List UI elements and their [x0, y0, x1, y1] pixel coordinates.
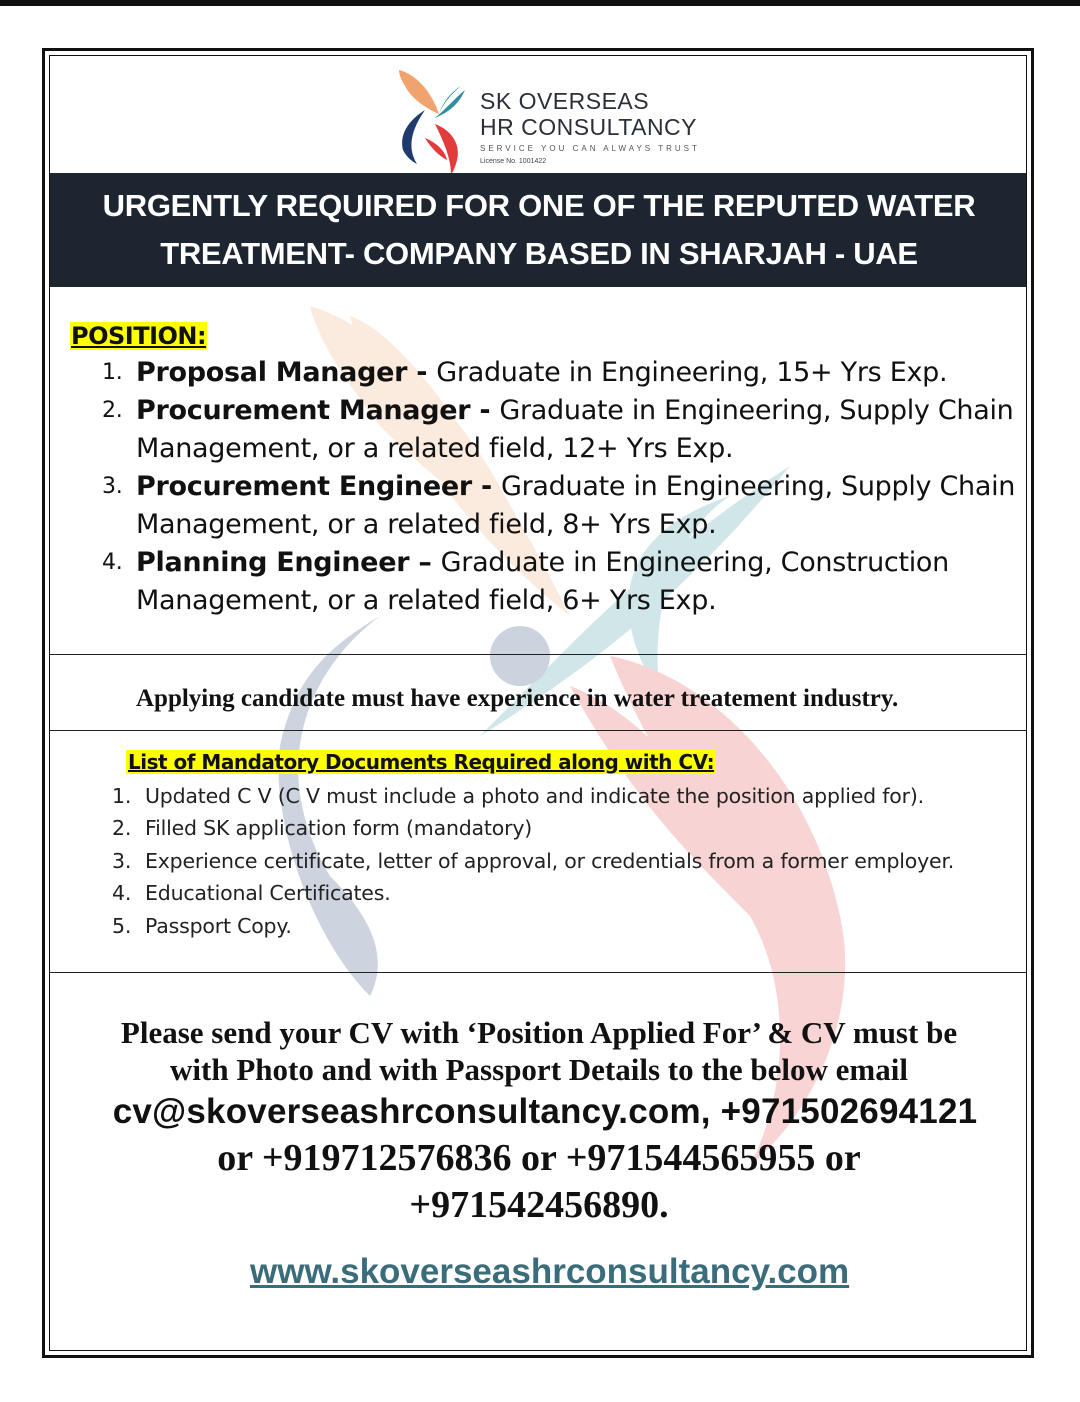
divider [50, 654, 1027, 655]
separator: - [470, 395, 500, 426]
document-text: Educational Certificates. [145, 881, 391, 906]
list-item [102, 392, 1022, 468]
list-item [112, 780, 954, 812]
list-item [112, 812, 954, 844]
logo-tagline: SERVICE YOU CAN ALWAYS TRUST [480, 144, 700, 153]
position-detail: Graduate in Engineering, Construction Management, or a related field, 6+ Yrs Exp. [136, 547, 949, 616]
item-number: 4. [102, 550, 123, 575]
company-logo [395, 64, 715, 174]
instructions-line1: Please send your CV with ‘Position Applied For’ & CV must be [120, 1015, 958, 1050]
flyer [49, 55, 1027, 1351]
logo-name-line2: HR CONSULTANCY [480, 114, 697, 140]
item-number: 1. [102, 360, 123, 385]
item-number: 2. [102, 398, 123, 423]
list-item [112, 845, 954, 877]
list-item [112, 910, 954, 942]
item-number: 4. [112, 881, 132, 906]
document-text: Experience certificate, letter of approval, or credentials from a former employer. [145, 848, 955, 873]
item-number: 2. [112, 816, 132, 841]
logo-name-line1: SK OVERSEAS [480, 88, 650, 114]
separator: - [407, 357, 437, 388]
list-item [102, 468, 1022, 544]
application-instructions [50, 1014, 1027, 1088]
position-detail: Graduate in Engineering, 15+ Yrs Exp. [436, 357, 948, 388]
position-title: Proposal Manager [136, 357, 408, 388]
position-title: Planning Engineer [136, 547, 410, 578]
requirement-note: Applying candidate must have experience in water treatement industry. [136, 685, 899, 712]
separator: - [471, 471, 501, 502]
document-text: Updated C V (C V must include a photo and indicate the position applied for). [145, 784, 924, 808]
separator: – [409, 547, 441, 578]
position-title: Procurement Engineer [136, 471, 472, 502]
item-number: 1. [112, 784, 132, 808]
list-item [102, 354, 1022, 392]
divider [50, 730, 1027, 731]
document-text: Passport Copy. [145, 913, 292, 938]
documents-list [112, 780, 954, 942]
top-edge-bar [0, 0, 1080, 6]
list-item [112, 877, 954, 909]
item-number: 3. [112, 848, 132, 873]
phone-numbers-line2: +971542456890. [409, 1184, 669, 1226]
phone-numbers-line1: or +919712576836 or +971544565955 or [217, 1137, 861, 1179]
document-text: Filled SK application form (mandatory) [145, 816, 533, 841]
logo-mark-icon [395, 64, 475, 174]
divider [50, 972, 1027, 973]
documents-label: List of Mandatory Documents Required along with CV: [128, 750, 715, 774]
position-detail: Graduate in Engineering, Supply Chain Management, or a related field, 8+ Yrs Exp. [136, 471, 1016, 540]
headline-banner [50, 173, 1027, 287]
position-detail: Graduate in Engineering, Supply Chain Management, or a related field, 12+ Yrs Exp. [136, 395, 1014, 464]
instructions-line2: with Photo and with Passport Details to the below email [170, 1052, 908, 1087]
position-title: Procurement Manager [136, 395, 471, 426]
positions-list [102, 354, 1022, 620]
headline-text: URGENTLY REQUIRED FOR ONE OF THE REPUTED WATER TREATMENT- COMPANY BASED IN SHARJAH - UAE [102, 188, 976, 271]
list-item [102, 544, 1022, 620]
logo-license: License No. 1001422 [480, 158, 547, 165]
email-and-phone[interactable]: cv@skoverseashrconsultancy.com, +971502694121 [112, 1092, 978, 1131]
position-label: POSITION: [71, 322, 207, 350]
website-link[interactable]: www.skoverseashrconsultancy.com [250, 1252, 850, 1291]
item-number: 5. [112, 913, 132, 938]
item-number: 3. [102, 474, 123, 499]
